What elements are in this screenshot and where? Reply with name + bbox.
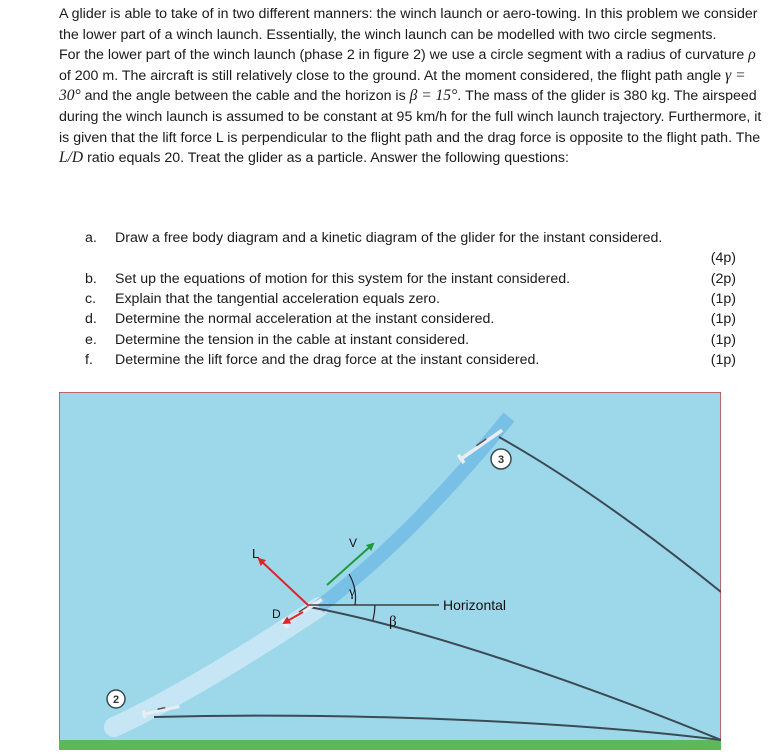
position-marker-2 xyxy=(107,690,125,708)
label-drag: D xyxy=(272,607,281,621)
question-letter: f. xyxy=(85,351,93,368)
question-e xyxy=(85,330,745,350)
winch-launch-figure xyxy=(59,392,721,750)
question-text: Determine the normal acceleration at the instant considered. xyxy=(115,311,495,328)
question-list xyxy=(85,228,745,370)
question-text: Determine the tension in the cable at instant considered. xyxy=(115,331,470,348)
marker-3-label: 3 xyxy=(497,454,505,466)
question-letter: e. xyxy=(85,331,97,348)
question-c xyxy=(85,289,745,309)
question-points: (1p) xyxy=(710,291,736,308)
ld-ratio-symbol: L/D xyxy=(59,149,84,167)
question-letter: a. xyxy=(85,230,97,246)
question-text: Draw a free body diagram and a kinetic diagram of the glider for the instant considered. xyxy=(115,230,663,246)
question-points: (1p) xyxy=(710,351,736,368)
question-letter: c. xyxy=(85,291,97,308)
label-beta: β xyxy=(389,614,397,630)
question-points: (4p) xyxy=(710,250,736,266)
label-lift: L xyxy=(252,546,260,561)
question-points: (2p) xyxy=(710,271,736,287)
label-horizontal: Horizontal xyxy=(443,597,507,613)
rho-symbol: ρ xyxy=(748,46,756,64)
intro-paragraph-1: A glider is able to take of in two different manners: the winch launch or aero-towing. In this problem we consider the lower part of a winch launch. Essentially, the winch launch can be modelled with two circle segments. xyxy=(59,6,758,43)
gamma-equation: γ = 30° xyxy=(59,66,746,105)
marker-2-label: 2 xyxy=(112,694,120,706)
p2-text-2: of 200 m. The aircraft is still relatively close to the ground. At the moment considered, the flight path angle xyxy=(59,67,726,84)
question-f xyxy=(85,350,745,370)
p2-text-1: For the lower part of the winch launch (phase 2 in figure 2) we use a circle segment with a radius of curvature xyxy=(59,47,749,64)
question-letter: b. xyxy=(85,271,97,287)
question-text: Determine the lift force and the drag force at the instant considered. xyxy=(115,351,540,368)
question-points: (1p) xyxy=(710,331,736,348)
question-b xyxy=(85,269,745,289)
ground-strip xyxy=(59,740,721,750)
question-d xyxy=(85,309,745,329)
p2-text-4: . The mass of the glider is 380 kg. The airspeed during the winch launch is assumed to be constant at 95 km/h for the full winch launch trajectory. Furthermore, it is given that the lift force L is perpendicular to the flight path and the drag force is opposite to the flight path. The xyxy=(59,88,762,146)
question-points: (1p) xyxy=(710,311,736,328)
question-letter: d. xyxy=(85,311,97,328)
question-a xyxy=(85,228,745,269)
position-marker-3 xyxy=(491,449,511,469)
question-text: Explain that the tangential acceleration equals zero. xyxy=(115,291,440,308)
beta-equation: β = 15° xyxy=(409,87,458,105)
question-text: Set up the equations of motion for this system for the instant considered. xyxy=(115,271,571,287)
p2-text-5: ratio equals 20. Treat the glider as a particle. Answer the following questions: xyxy=(83,150,569,167)
label-velocity: V xyxy=(349,536,358,550)
intro-paragraph-2 xyxy=(59,45,764,169)
problem-intro xyxy=(59,4,764,169)
label-gamma: γ xyxy=(349,585,356,600)
p2-text-3: and the angle between the cable and the horizon is xyxy=(80,88,410,105)
